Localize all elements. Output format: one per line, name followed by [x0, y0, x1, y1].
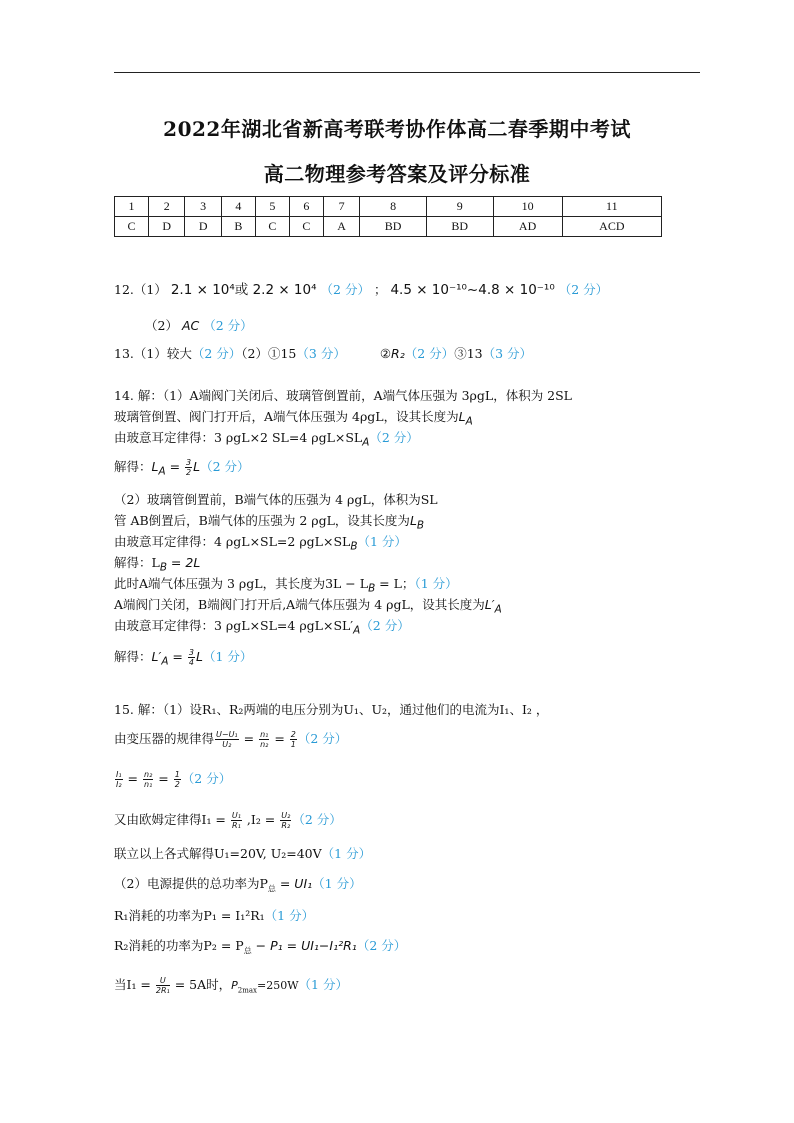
- score-note: （2 分）: [356, 938, 407, 953]
- fraction: [156, 976, 170, 995]
- q14-text: 解得：: [114, 459, 152, 474]
- numerator: U: [156, 976, 170, 986]
- q15-line: [114, 846, 371, 862]
- fraction: [259, 730, 269, 749]
- score-note: （2 分）: [200, 459, 250, 474]
- q13-line: [114, 346, 532, 362]
- q14-line: [114, 513, 424, 534]
- question-number-cell: 3: [185, 197, 221, 217]
- q14-text: = L；: [375, 576, 415, 591]
- score-note: （3 分）: [296, 346, 346, 361]
- answer-cell: B: [221, 217, 255, 237]
- q12-formula: 4.5 × 10⁻¹⁰~4.8 × 10⁻¹⁰: [390, 282, 555, 298]
- q15-line: [114, 976, 348, 999]
- q15-line: [114, 908, 314, 924]
- q12-line-2: [145, 318, 253, 334]
- q14-text: 解得：L: [114, 555, 160, 570]
- q15-text: （2）电源提供的总功率为P: [114, 876, 268, 891]
- score-note: （2 分）: [404, 346, 455, 361]
- denominator: R₁: [232, 821, 241, 830]
- q12-answer: AC: [181, 318, 200, 333]
- answer-cell: C: [115, 217, 149, 237]
- q14-formula: L: [195, 649, 203, 664]
- fraction: [215, 730, 239, 749]
- answer-cell: D: [148, 217, 184, 237]
- q14-formula: L: [151, 459, 159, 474]
- q14-line: （2）玻璃管倒置前，B端气体的压强为 4 ρgL，体积为SL: [114, 492, 438, 507]
- score-note: （2 分）: [369, 430, 419, 445]
- fraction: [185, 458, 192, 477]
- score-note: （1 分）: [264, 908, 315, 923]
- q14-text: 由玻意耳定律得：3 ρgL×2 SL=4 ρgL×SL: [114, 430, 363, 445]
- subscript: A: [353, 624, 361, 637]
- denominator: n₁: [144, 780, 153, 789]
- q12-part-label: 12.（1）: [114, 282, 167, 297]
- q15-text: R₁消耗的功率为P₁ = I₁²R₁: [114, 908, 265, 923]
- denominator: 4: [188, 658, 194, 667]
- equals: =: [239, 731, 259, 746]
- q14-line: 14. 解：（1）A端阀门关闭后、玻璃管倒置前，A端气体压强为 3ρgL，体积为 2SL: [114, 388, 572, 403]
- q14-formula: = 2L: [166, 555, 201, 570]
- score-note: （2 分）: [297, 731, 348, 746]
- fraction: [188, 648, 195, 667]
- subscript: 2max: [237, 986, 257, 995]
- numerator: U−U₁: [216, 730, 238, 739]
- score-note: （2 分）: [191, 346, 242, 361]
- subscript: A: [161, 655, 169, 668]
- score-note: （2 分）: [203, 318, 253, 333]
- score-note: （2 分）: [558, 282, 609, 297]
- subscript: A: [362, 436, 370, 449]
- numerator: U₂: [281, 811, 291, 820]
- q14-line: [114, 458, 250, 480]
- denominator: U₂: [222, 740, 232, 749]
- header-rule: [114, 72, 700, 73]
- q14-text: A端阀门关闭，B端阀门打开后,A端气体压强为 4 ρgL，设其长度为: [114, 597, 485, 612]
- denominator: R₂: [281, 821, 291, 830]
- q14-text: 由玻意耳定律得：4 ρgL×SL=2 ρgL×SL: [114, 534, 351, 549]
- score-note: （2 分）: [181, 771, 232, 786]
- denominator: n₂: [260, 740, 269, 749]
- subscript: A: [494, 603, 502, 616]
- q14-formula: L: [458, 409, 466, 424]
- q14-formula: L′: [151, 649, 162, 664]
- question-number-cell: 10: [493, 197, 562, 217]
- score-note: （2 分）: [292, 812, 342, 827]
- subscript: B: [416, 519, 425, 532]
- q12-line-1: [114, 282, 608, 298]
- subscript: B: [159, 561, 167, 574]
- q13-text: （2）①15: [241, 346, 297, 361]
- subscript: A: [158, 465, 166, 478]
- q15-text: ,I₂ =: [242, 812, 280, 827]
- numerator: 3: [188, 648, 194, 657]
- q15-text: 又由欧姆定律得I₁ =: [114, 812, 230, 827]
- fraction: [280, 811, 291, 830]
- score-note: （1 分）: [312, 876, 362, 891]
- score-note: （1 分）: [357, 534, 407, 549]
- subscript: B: [350, 540, 358, 553]
- answer-cell: A: [323, 217, 359, 237]
- subscript: A: [465, 415, 473, 428]
- q15-text: = 5A时，: [170, 977, 232, 992]
- q14-line: [114, 534, 407, 555]
- score-note: （1 分）: [414, 576, 458, 591]
- q15-text: =250W: [257, 979, 299, 992]
- numerator: 2: [290, 730, 296, 739]
- fraction: [143, 770, 153, 789]
- equals: =: [165, 459, 185, 474]
- q13-formula: R₂: [391, 346, 405, 361]
- q15-text: R₂消耗的功率为P₂ = P: [114, 938, 244, 953]
- q15-text: 当I₁ =: [114, 977, 155, 992]
- question-number-row: [115, 197, 662, 217]
- q14-line: [114, 430, 419, 451]
- question-number-cell: 5: [255, 197, 289, 217]
- q14-formula: L: [409, 513, 417, 528]
- q13-text: 13.（1）较大: [114, 346, 192, 361]
- equals: =: [270, 731, 289, 746]
- q14-text: 解得：: [114, 649, 152, 664]
- q14-text: 此时A端气体压强为 3 ρgL，其长度为3L − L: [114, 576, 369, 591]
- q15-line: [114, 770, 231, 789]
- question-number-cell: 11: [562, 197, 661, 217]
- subscript: 总: [243, 946, 252, 956]
- separator: ；: [373, 282, 387, 297]
- fraction: [231, 811, 242, 830]
- q14-line: [114, 618, 410, 639]
- question-number-cell: 7: [323, 197, 359, 217]
- fraction: [290, 730, 297, 749]
- score-note: （3 分）: [482, 346, 533, 361]
- score-note: （2 分）: [320, 282, 370, 297]
- numerator: I₁: [116, 770, 122, 779]
- question-number-cell: 9: [426, 197, 493, 217]
- denominator: I₂: [116, 780, 122, 789]
- q15-line: 15. 解：（1）设R₁、R₂两端的电压分别为U₁、U₂，通过他们的电流为I₁、I₂ ，: [114, 702, 549, 717]
- equals: =: [154, 771, 173, 786]
- q13-text: ②: [379, 346, 392, 361]
- answer-cell: ACD: [562, 217, 661, 237]
- q12-formula: 2.1 × 10⁴或 2.2 × 10⁴: [170, 282, 317, 298]
- q15-line: [114, 938, 406, 960]
- q14-text: 玻璃管倒置、阀门打开后，A端气体压强为 4ρgL，设其长度为: [114, 409, 459, 424]
- score-note: （1 分）: [202, 649, 253, 664]
- answer-row: [115, 217, 662, 237]
- q14-line: [114, 576, 458, 597]
- answer-key-subtitle: 高二物理参考答案及评分标准: [263, 162, 531, 186]
- answer-cell: D: [185, 217, 221, 237]
- denominator: 2: [186, 468, 192, 477]
- fraction: [174, 770, 181, 789]
- score-note: （1 分）: [321, 846, 372, 861]
- q14-line: [114, 555, 200, 576]
- q15-line: [114, 811, 342, 830]
- question-number-cell: 2: [148, 197, 184, 217]
- equals: =: [168, 649, 187, 664]
- multiple-choice-answer-table: [114, 196, 662, 237]
- numerator: U₁: [231, 811, 241, 820]
- numerator: 1: [174, 770, 180, 779]
- fraction: [115, 770, 123, 789]
- score-note: （2 分）: [360, 618, 410, 633]
- score-note: （1 分）: [298, 977, 348, 992]
- answer-cell: BD: [360, 217, 427, 237]
- denominator: 2R₁: [155, 986, 170, 995]
- subscript: B: [368, 582, 376, 595]
- numerator: n₁: [260, 730, 269, 739]
- q14-line: [114, 409, 473, 430]
- q15-formula: − P₁ = UI₁−I₁²R₁: [251, 938, 357, 953]
- q15-line: [114, 730, 347, 749]
- question-number-cell: 6: [289, 197, 323, 217]
- answer-cell: AD: [493, 217, 562, 237]
- q15-text: 由变压器的规律得: [114, 731, 215, 746]
- question-number-cell: 1: [115, 197, 149, 217]
- denominator: 1: [290, 740, 296, 749]
- q14-formula: L′: [484, 597, 495, 612]
- q15-text: 联立以上各式解得U₁=20V, U₂=40V: [114, 846, 322, 861]
- answer-cell: C: [289, 217, 323, 237]
- q14-text: 管 AB倒置后，B端气体的压强为 2 ρgL，设其长度为: [114, 513, 410, 528]
- q13-text: ③13: [454, 346, 483, 361]
- numerator: 3: [186, 458, 192, 467]
- q15-formula: P: [231, 979, 238, 992]
- q14-text: 由玻意耳定律得：3 ρgL×SL=4 ρgL×SL′: [114, 618, 354, 633]
- denominator: 2: [174, 780, 180, 789]
- question-number-cell: 4: [221, 197, 255, 217]
- subscript: 总: [267, 884, 276, 894]
- q14-formula: L: [193, 459, 201, 474]
- answer-cell: C: [255, 217, 289, 237]
- q15-line: [114, 876, 362, 898]
- exam-title: 2022年湖北省新高考联考协作体高二春季期中考试: [163, 117, 631, 141]
- numerator: n₂: [144, 770, 153, 779]
- q12-part-label: （2）: [145, 318, 178, 333]
- q15-formula: = UI₁: [275, 876, 313, 891]
- answer-cell: BD: [426, 217, 493, 237]
- equals: =: [123, 771, 142, 786]
- question-number-cell: 8: [360, 197, 427, 217]
- q14-line: [114, 597, 502, 618]
- q14-line: [114, 648, 252, 670]
